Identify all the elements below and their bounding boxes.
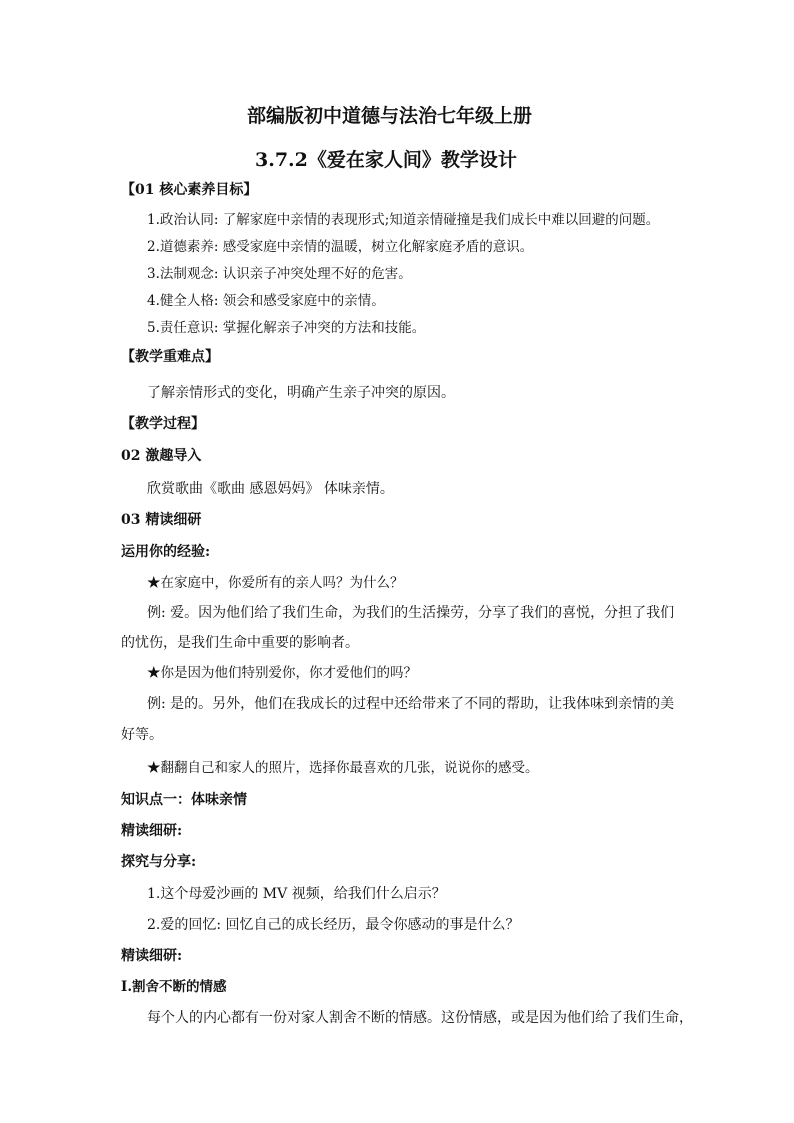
step-heading-intro: 02 激趣导入 [121, 448, 202, 464]
explore-item-1: 1.这个母爱沙画的 MV 视频，给我们什么启示？ [147, 886, 446, 902]
section-heading-goals: 【01 核心素养目标】 [121, 182, 258, 198]
section-heading-keypoints: 【教学重难点】 [121, 349, 219, 365]
goal-item-4: 4.健全人格: 领会和感受家庭中的亲情。 [147, 293, 385, 309]
document-subtitle: 3.7.2《爱在家人间》教学设计 [255, 149, 517, 171]
knowledge-point-1-heading: 知识点一：体味亲情 [121, 792, 247, 808]
explore-share-heading: 探究与分享: [121, 854, 197, 870]
answer-2-line-1: 例: 是的。另外，他们在我成长的过程中还给带来了不同的帮助，让我体味到亲情的美 [147, 696, 675, 712]
document-title: 部编版初中道德与法治七年级上册 [247, 105, 533, 127]
question-2: ★你是因为他们特别爱你，你才爱他们的吗？ [147, 665, 417, 681]
close-reading-heading-2: 精读细研: [121, 948, 183, 964]
goal-item-2: 2.道德素养: 感受家庭中亲情的温暖，树立化解家庭矛盾的意识。 [147, 239, 534, 255]
section-heading-process: 【教学过程】 [121, 416, 205, 432]
keypoints-text: 了解亲情形式的变化，明确产生亲子冲突的原因。 [147, 385, 455, 401]
answer-1-line-1: 例: 爱。因为他们给了我们生命，为我们的生活操劳，分享了我们的喜悦，分担了我们 [147, 605, 675, 621]
goal-item-1: 1.政治认同: 了解家庭中亲情的表现形式;知道亲情碰撞是我们成长中难以回避的问题。 [147, 212, 660, 228]
goal-item-5: 5.责任意识: 掌握化解亲子冲突的方法和技能。 [147, 320, 426, 336]
subsection-heading-1: Ⅰ.割舍不断的情感 [121, 979, 227, 995]
experience-heading: 运用你的经验: [121, 544, 211, 560]
step-heading-study: 03 精读细研 [121, 512, 202, 528]
intro-text: 欣赏歌曲《歌曲 感恩妈妈》 体味亲情。 [147, 481, 394, 497]
explore-item-2: 2.爱的回忆: 回忆自己的成长经历，最令你感动的事是什么？ [147, 917, 520, 933]
goal-item-3: 3.法制观念: 认识亲子冲突处理不好的危害。 [147, 266, 412, 282]
question-3: ★翻翻自己和家人的照片，选择你最喜欢的几张，说说你的感受。 [147, 760, 539, 776]
answer-1-line-2: 的忧伤，是我们生命中重要的影响者。 [121, 635, 359, 651]
question-1: ★在家庭中，你爱所有的亲人吗？为什么？ [147, 575, 404, 591]
answer-2-line-2: 好等。 [121, 727, 163, 743]
close-reading-heading-1: 精读细研: [121, 823, 183, 839]
subsection-1-text: 每个人的内心都有一份对家人割舍不断的情感。这份情感，或是因为他们给了我们生命， [147, 1010, 693, 1026]
